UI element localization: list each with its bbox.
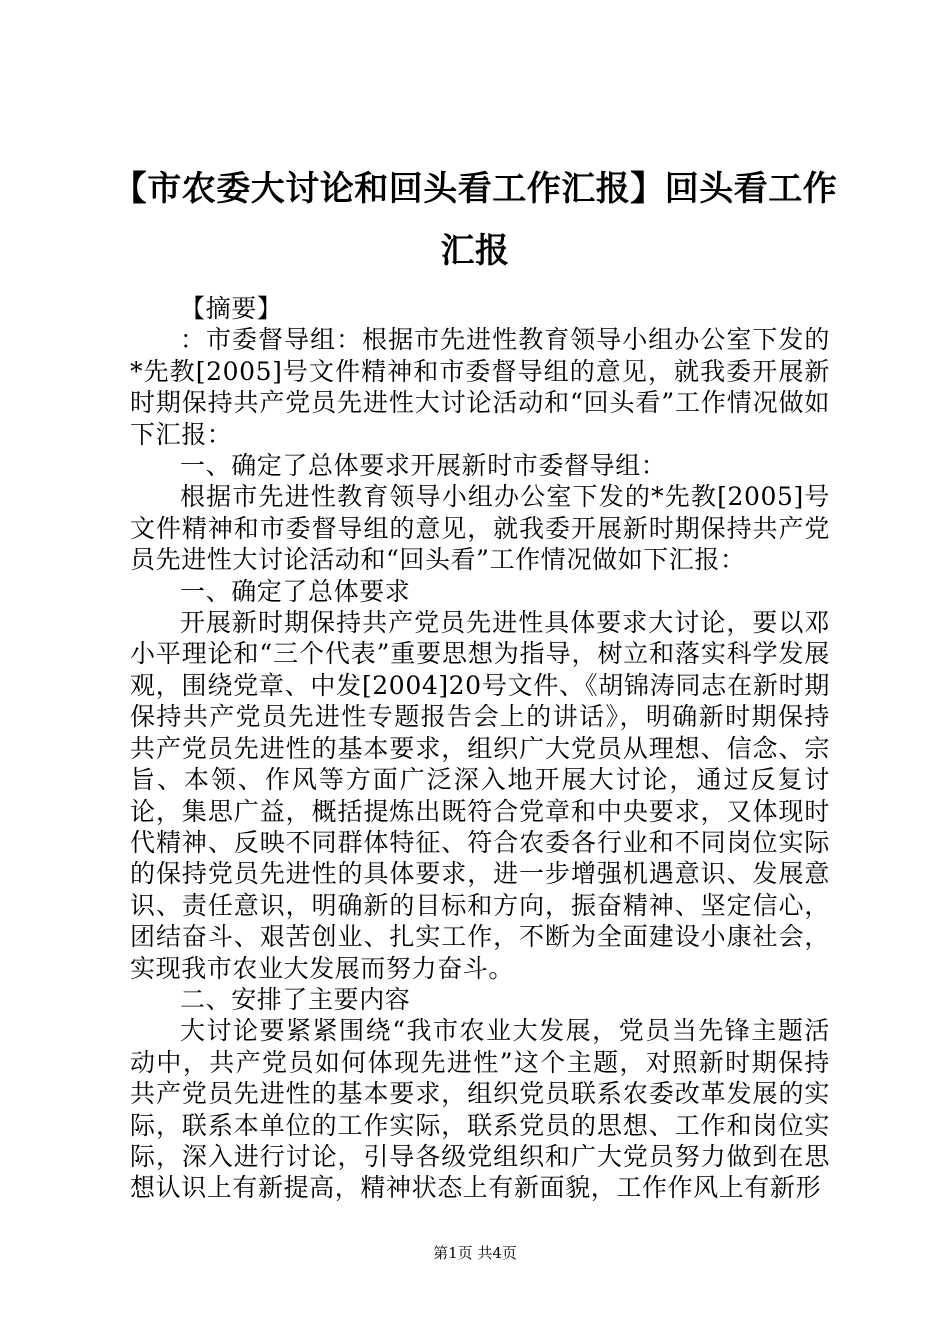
body-paragraph: 大讨论要紧紧围绕“我市农业大发展，党员当先锋主题活动中，共产党员如何体现先进性”这个主题，对照新时期保持共产党员先进性的基本要求，组织党员联系农委改革发展的实际，联系本单位的工作实际，联系党员的思想、工作和岗位实际，深入进行讨论，引导各级党组织和广大党员努力做到在思想认识上有新提高，精神状态上有新面貌，工作作风上有新形: [130, 1016, 830, 1203]
body-paragraph: ：市委督导组：根据市先进性教育领导小组办公室下发的*先教[2005]号文件精神和市委督导组的意见，就我委开展新时期保持共产党员先进性大讨论活动和“回头看”工作情况做如下汇报：: [130, 325, 830, 449]
body-paragraph: 开展新时期保持共产党员先进性具体要求大讨论，要以邓小平理论和“三个代表”重要思想为指导，树立和落实科学发展观，围绕党章、中发[2004]20号文件、《胡锦涛同志在新时期保持共产党员先进性专题报告会上的讲话》，明确新时期保持共产党员先进性的基本要求，组织广大党员从理想、信念、宗旨、本领、作风等方面广泛深入地开展大讨论，通过反复讨论，集思广益，概括提炼出既符合党章和中央要求，又体现时代精神、反映不同群体特征、符合农委各行业和不同岗位实际的保持党员先进性的具体要求，进一步增强机遇意识、发展意识、责任意识，明确新的目标和方向，振奋精神、坚定信心，团结奋斗、艰苦创业、扎实工作，不断为全面建设小康社会，实现我市农业大发展而努力奋斗。: [130, 608, 830, 983]
body-paragraph: 根据市先进性教育领导小组办公室下发的*先教[2005]号文件精神和市委督导组的意见，就我委开展新时期保持共产党员先进性大讨论活动和“回头看”工作情况做如下汇报：: [130, 482, 830, 575]
section-heading: 一、确定了总体要求: [180, 576, 411, 606]
abstract-label: 【摘要】: [180, 294, 283, 323]
section-heading: 一、确定了总体要求开展新时市委督导组：: [180, 451, 667, 481]
section-heading: 二、安排了主要内容: [180, 984, 411, 1014]
document-body: [130, 293, 830, 1204]
document-title: 【市农委大讨论和回头看工作汇报】回头看工作汇报: [112, 169, 838, 271]
page-number-footer: 第1页 共4页: [433, 1244, 517, 1262]
